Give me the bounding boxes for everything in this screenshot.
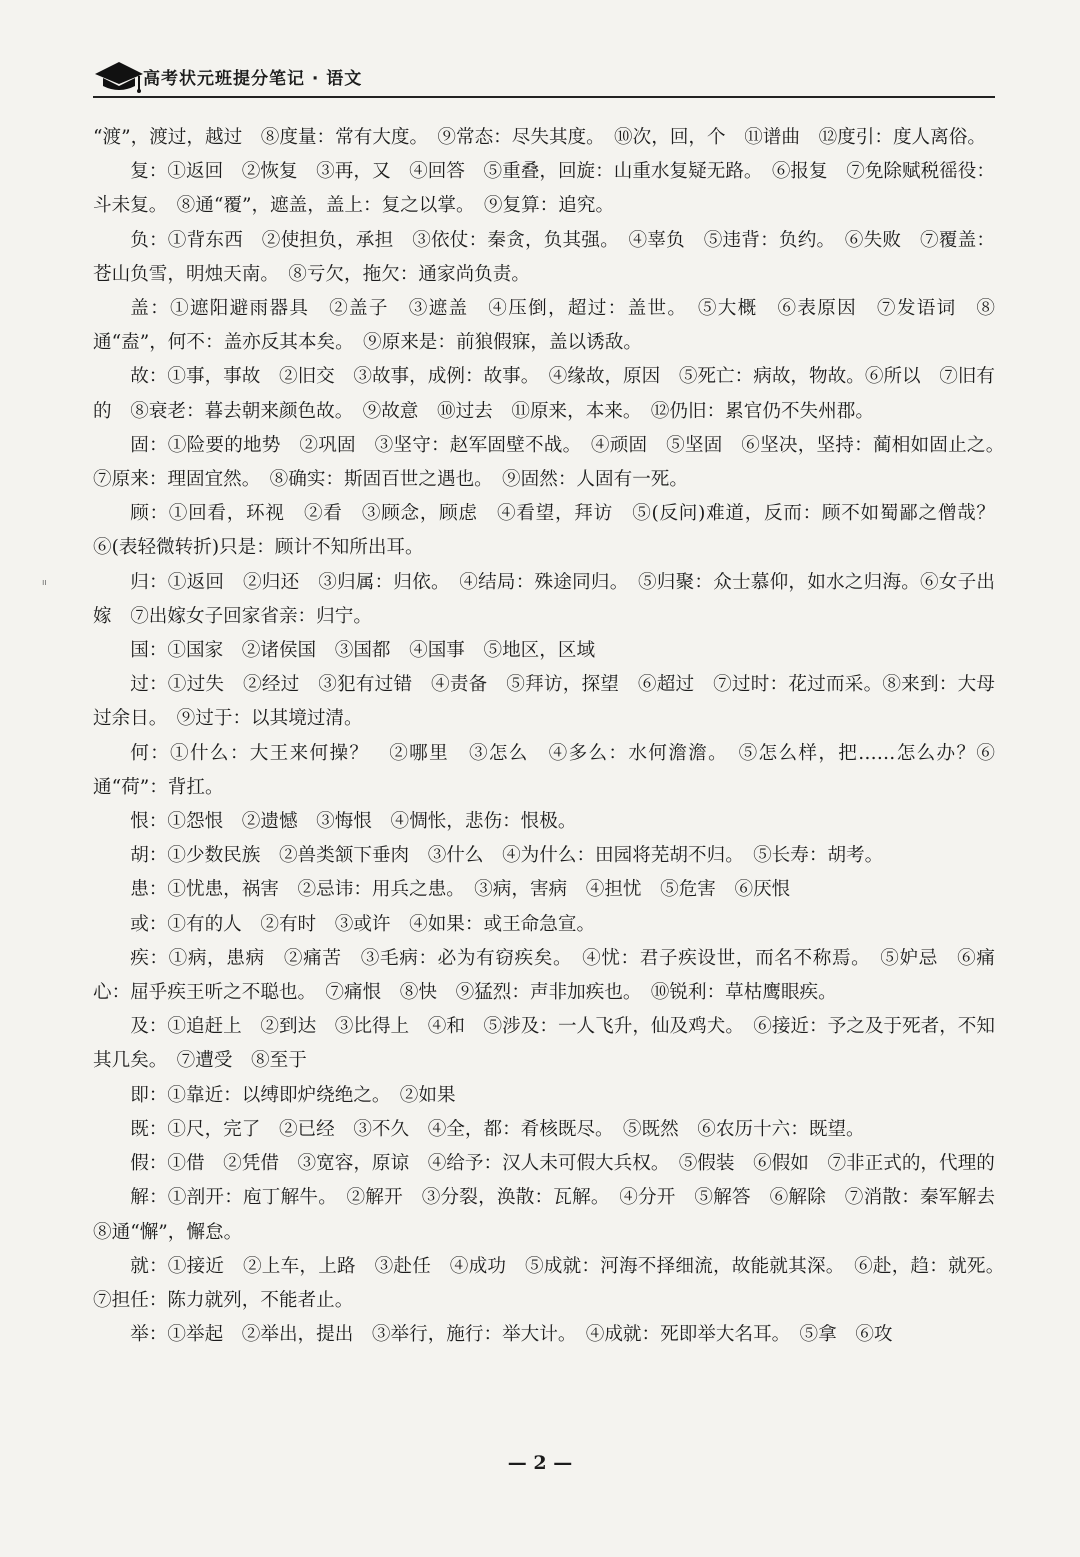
entry-gui: 归：①返回 ②归还 ③归属：归依。 ④结局：殊途同归。 ⑤归聚：众士慕仰，如水之归海。⑥女子出嫁 ⑦出嫁女子回家省亲：归宁。 xyxy=(93,571,995,627)
entry-du-continued: “渡”，渡过，越过 ⑧度量：常有大度。 ⑨常态：尽失其度。 ⑩次，回，个 ⑪谱曲 ⑫度引：度人离俗。 xyxy=(93,127,986,148)
entry-gu-reason: 故：①事，事故 ②旧交 ③故事，成例：故事。 ④缘故，原因 ⑤死亡：病故，物故。⑥所以 ⑦旧有的 ⑧衰老：暮去朝来颜色故。 ⑨故意 ⑩过去 ⑪原来，本来。 ⑫仍旧：累官仍不失州郡。 xyxy=(93,366,995,422)
scan-mark: ᐦ xyxy=(42,578,47,592)
entry-fu-return: 复：①返回 ②恢复 ③再，又 ④回答 ⑤重叠，回旋：山重水复疑无路。 ⑥报复 ⑦免除赋税徭役：斗未复。 ⑧通“覆”，遮盖，盖上：复之以掌。 ⑨复算：追究。 xyxy=(93,161,995,217)
entry-ji-approach: 即：①靠近：以缚即炉绕绝之。 ②如果 xyxy=(130,1084,456,1106)
entry-ju: 举：①举起 ②举出，提出 ③举行，施行：举大计。 ④成就：死即举大名耳。 ⑤拿 ⑥攻 xyxy=(130,1324,893,1346)
entry-ji-reach: 及：①追赶上 ②到达 ③比得上 ④和 ⑤涉及：一人飞升，仙及鸡犬。 ⑥接近：予之及于死者，不知其几矣。 ⑦遭受 ⑧至于 xyxy=(93,1016,995,1072)
entry-hen: 恨：①怨恨 ②遗憾 ③悔恨 ④惆怅，悲伤：恨极。 xyxy=(130,811,577,833)
header-title: 高考状元班提分笔记 · 语文 xyxy=(143,69,363,89)
entry-huan: 患：①忧患，祸害 ②忌讳：用兵之患。 ③病，害病 ④担忧 ⑤危害 ⑥厌恨 xyxy=(130,879,791,901)
entry-guo-pass: 过：①过失 ②经过 ③犯有过错 ④责备 ⑤拜访，探望 ⑥超过 ⑦过时：花过而采。⑧来到：大母过余日。 ⑨过于：以其境过清。 xyxy=(93,674,995,730)
dictionary-body xyxy=(93,121,1014,1352)
page-header xyxy=(93,52,995,98)
entry-gu-look: 顾：①回看，环视 ②看 ③顾念，顾虑 ④看望，拜访 ⑤(反问)难道，反而：顾不如蜀鄙之僧哉？ ⑥(表轻微转折)只是：顾计不知所出耳。 xyxy=(93,503,1014,559)
entry-ji-illness: 疾：①病，患病 ②痛苦 ③毛病：必为有窃疾矣。 ④忧：君子疾设世，而名不称焉。 ⑤妒忌 ⑥痛心：屈乎疾王听之不聪也。 ⑦痛恨 ⑧快 ⑨猛烈：声非加疾也。 ⑩锐利：草枯鹰眼疾。 xyxy=(93,947,995,1004)
page-number: — 2 — xyxy=(507,1452,573,1474)
entry-ji-already: 既：①尺，完了 ②已经 ③不久 ④全，都：肴核既尽。 ⑤既然 ⑥农历十六：既望。 xyxy=(130,1118,865,1140)
entry-jiu: 就：①接近 ②上车，上路 ③赴任 ④成功 ⑤成就：河海不择细流，故能就其深。 ⑥赴，趋：就死。 ⑦担任：陈力就列，不能者止。 xyxy=(93,1255,1014,1311)
entry-guo-country: 国：①国家 ②诸侯国 ③国都 ④国事 ⑤地区，区域 xyxy=(130,640,596,662)
entry-jie: 解：①剖开：庖丁解牛。 ②解开 ③分裂，涣散：瓦解。 ④分开 ⑤解答 ⑥解除 ⑦消散：秦军解去 ⑧通“懈”，懈怠。 xyxy=(93,1187,1014,1243)
entry-huo: 或：①有的人 ②有时 ③或许 ④如果：或王命急宣。 xyxy=(130,913,596,935)
entry-gu-firm: 固：①险要的地势 ②巩固 ③坚守：赵军固壁不战。 ④顽固 ⑤坚固 ⑥坚决，坚持：蔺相如固止之。 ⑦原来：理固宜然。 ⑧确实：斯固百世之遇也。 ⑨固然：人固有一死。 xyxy=(93,434,1014,491)
entry-fu-carry: 负：①背东西 ②使担负，承担 ③依仗：秦贪，负其强。 ④辜负 ⑤违背：负约。 ⑥失败 ⑦覆盖：苍山负雪，明烛天南。 ⑧亏欠，拖欠：通家尚负责。 xyxy=(93,229,995,285)
entry-jia: 假：①借 ②凭借 ③宽容，原谅 ④给予：汉人未可假大兵权。 ⑤假装 ⑥假如 ⑦非正式的，代理的 xyxy=(130,1153,995,1175)
entry-gai: 盖：①遮阳避雨器具 ②盖子 ③遮盖 ④压倒，超过：盖世。 ⑤大概 ⑥表原因 ⑦发语词 ⑧通“盍”，何不：盖亦反其本矣。 ⑨原来是：前狼假寐，盖以诱敌。 xyxy=(93,298,995,354)
entry-he: 何：①什么：大王来何操？ ②哪里 ③怎么 ④多么：水何澹澹。 ⑤怎么样，把……怎么办？⑥通“荷”：背扛。 xyxy=(93,742,995,798)
entry-hu: 胡：①少数民族 ②兽类颔下垂肉 ③什么 ④为什么：田园将芜胡不归。 ⑤长寿：胡考。 xyxy=(130,845,884,867)
header-rule xyxy=(93,96,995,98)
graduation-cap-icon xyxy=(93,56,145,96)
